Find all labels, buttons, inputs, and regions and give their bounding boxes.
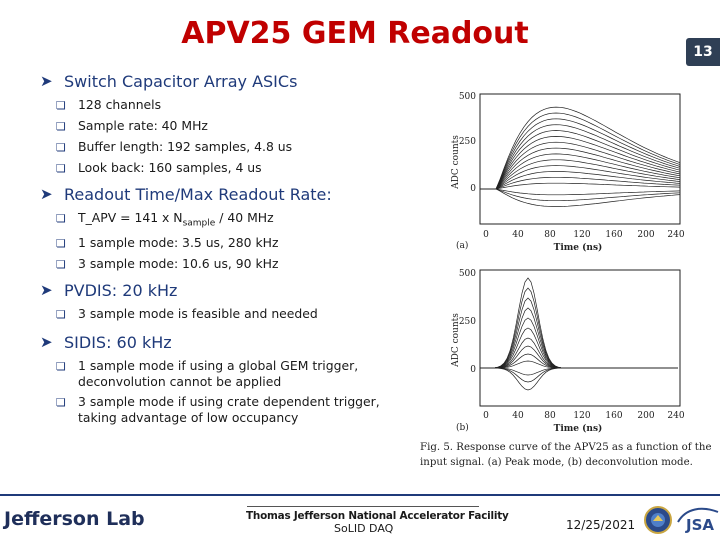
sub-bullet: ❏ 1 sample mode: 3.5 us, 280 kHz bbox=[56, 235, 279, 251]
jsa-logo-icon bbox=[676, 504, 720, 536]
checkbox-bullet-icon: ❏ bbox=[56, 308, 66, 322]
panel-a-xtick: 120 bbox=[573, 230, 591, 240]
facility-name: Thomas Jefferson National Accelerator Facility bbox=[246, 510, 509, 522]
panel-a-curve bbox=[480, 189, 680, 201]
sub-bullet: ❏ 3 sample mode: 10.6 us, 90 kHz bbox=[56, 256, 279, 272]
panel-a-xtick: 40 bbox=[512, 230, 524, 240]
panel-a-curve bbox=[480, 131, 680, 190]
arrow-bullet-icon: ➤ bbox=[40, 281, 53, 300]
arrow-bullet-icon: ➤ bbox=[40, 185, 53, 203]
panel-a-xtick: 200 bbox=[637, 230, 655, 240]
panel-b-xlabel: Time (ns) bbox=[553, 424, 603, 434]
checkbox-bullet-icon: ❏ bbox=[56, 258, 66, 272]
panel-b-xtick: 160 bbox=[605, 411, 623, 421]
sub-bullet: ❏ 128 channels bbox=[56, 97, 162, 112]
panel-b-xtick: 200 bbox=[637, 411, 655, 421]
checkbox-bullet-icon: ❏ bbox=[56, 99, 66, 112]
arrow-bullet-icon: ➤ bbox=[40, 72, 53, 90]
arrow-bullet-icon: ➤ bbox=[40, 333, 53, 352]
bullet-heading: ➤ PVDIS: 20 kHz bbox=[40, 281, 178, 301]
jefferson-lab-logo: Jefferson Lab bbox=[4, 508, 145, 530]
panel-a-xtick: 80 bbox=[544, 230, 556, 240]
panel-b-curve bbox=[480, 368, 678, 375]
panel-b-ytick: 250 bbox=[458, 317, 476, 327]
bullet-content bbox=[40, 70, 420, 426]
panel-a-ytick: 250 bbox=[458, 137, 476, 147]
footer-subtitle: SoLID DAQ bbox=[334, 522, 394, 535]
footer-date: 12/25/2021 bbox=[566, 518, 636, 532]
sub-bullet: ❏ Sample rate: 40 MHz bbox=[56, 118, 208, 133]
sub-bullet: ❏ 3 sample mode is feasible and needed bbox=[56, 306, 318, 322]
figure-caption: Fig. 5. Response curve of the APV25 as a function of the input signal. (a) Peak mode, (b) deconvolution mode. bbox=[420, 442, 712, 468]
sub-bullet: ❏ 3 sample mode if using crate dependent trigger, taking advantage of low occupancy bbox=[56, 394, 380, 426]
panel-a-xtick: 0 bbox=[483, 230, 489, 240]
sub-bullet: ❏ Buffer length: 192 samples, 4.8 us bbox=[56, 139, 293, 154]
sub-bullet: ❏ T_APV = 141 x $N_{sample} / 40$ MHz bbox=[56, 210, 274, 229]
panel-b-ytick: 0 bbox=[470, 365, 476, 375]
panel-a-ytick: 500 bbox=[458, 92, 476, 102]
panel-a-xtick: 160 bbox=[605, 230, 623, 240]
footer-divider bbox=[0, 494, 720, 496]
panel-b-curve bbox=[480, 288, 678, 368]
page-number-badge: 13 bbox=[686, 38, 720, 66]
panel-b-xtick: 80 bbox=[544, 411, 556, 421]
panel-a-label: (a) bbox=[456, 241, 469, 251]
panel-b-ytick: 500 bbox=[458, 269, 476, 279]
panel-a-ylabel: ADC counts bbox=[451, 135, 461, 189]
checkbox-bullet-icon: ❏ bbox=[56, 120, 66, 133]
sub-bullet: ❏ 1 sample mode if using a global GEM trigger, deconvolution cannot be applied bbox=[56, 358, 359, 390]
panel-a-xtick: 240 bbox=[667, 230, 685, 240]
jsa-logo-text: JSA bbox=[686, 516, 714, 534]
sub-bullet: ❏ Look back: 160 samples, 4 us bbox=[56, 160, 262, 175]
checkbox-bullet-icon: ❏ bbox=[56, 141, 66, 154]
panel-b-xtick: 40 bbox=[512, 411, 524, 421]
panel-b bbox=[451, 269, 685, 434]
panel-a bbox=[451, 92, 685, 253]
doe-seal-icon bbox=[644, 506, 672, 534]
checkbox-bullet-icon: ❏ bbox=[56, 396, 66, 410]
checkbox-bullet-icon: ❏ bbox=[56, 360, 66, 374]
panel-a-curve bbox=[480, 107, 680, 189]
panel-b-ylabel: ADC counts bbox=[451, 313, 461, 367]
slide-title: APV25 GEM Readout bbox=[181, 16, 529, 51]
panel-b-label: (b) bbox=[456, 423, 469, 433]
panel-b-curve bbox=[480, 368, 678, 382]
bullet-heading: ➤ Switch Capacitor Array ASICs bbox=[40, 72, 298, 91]
checkbox-bullet-icon: ❏ bbox=[56, 237, 66, 251]
bullet-heading: ➤ Readout Time/Max Readout Rate: bbox=[40, 185, 332, 204]
panel-b-xtick: 120 bbox=[573, 411, 591, 421]
panel-b-curve bbox=[480, 328, 678, 368]
panel-b-curve bbox=[480, 361, 678, 368]
panel-b-xtick: 240 bbox=[667, 411, 685, 421]
panel-b-curve bbox=[480, 368, 678, 390]
panel-b-xtick: 0 bbox=[483, 411, 489, 421]
checkbox-bullet-icon: ❏ bbox=[56, 212, 66, 225]
panel-a-ytick: 0 bbox=[470, 184, 476, 194]
panel-a-xlabel: Time (ns) bbox=[553, 243, 603, 253]
panel-b-curves bbox=[480, 278, 678, 390]
facility-underline bbox=[247, 506, 479, 507]
checkbox-bullet-icon: ❏ bbox=[56, 162, 66, 175]
apv25-response-figure bbox=[418, 82, 718, 472]
panel-a-curves bbox=[480, 107, 680, 206]
bullet-heading: ➤ SIDIS: 60 kHz bbox=[40, 333, 172, 353]
